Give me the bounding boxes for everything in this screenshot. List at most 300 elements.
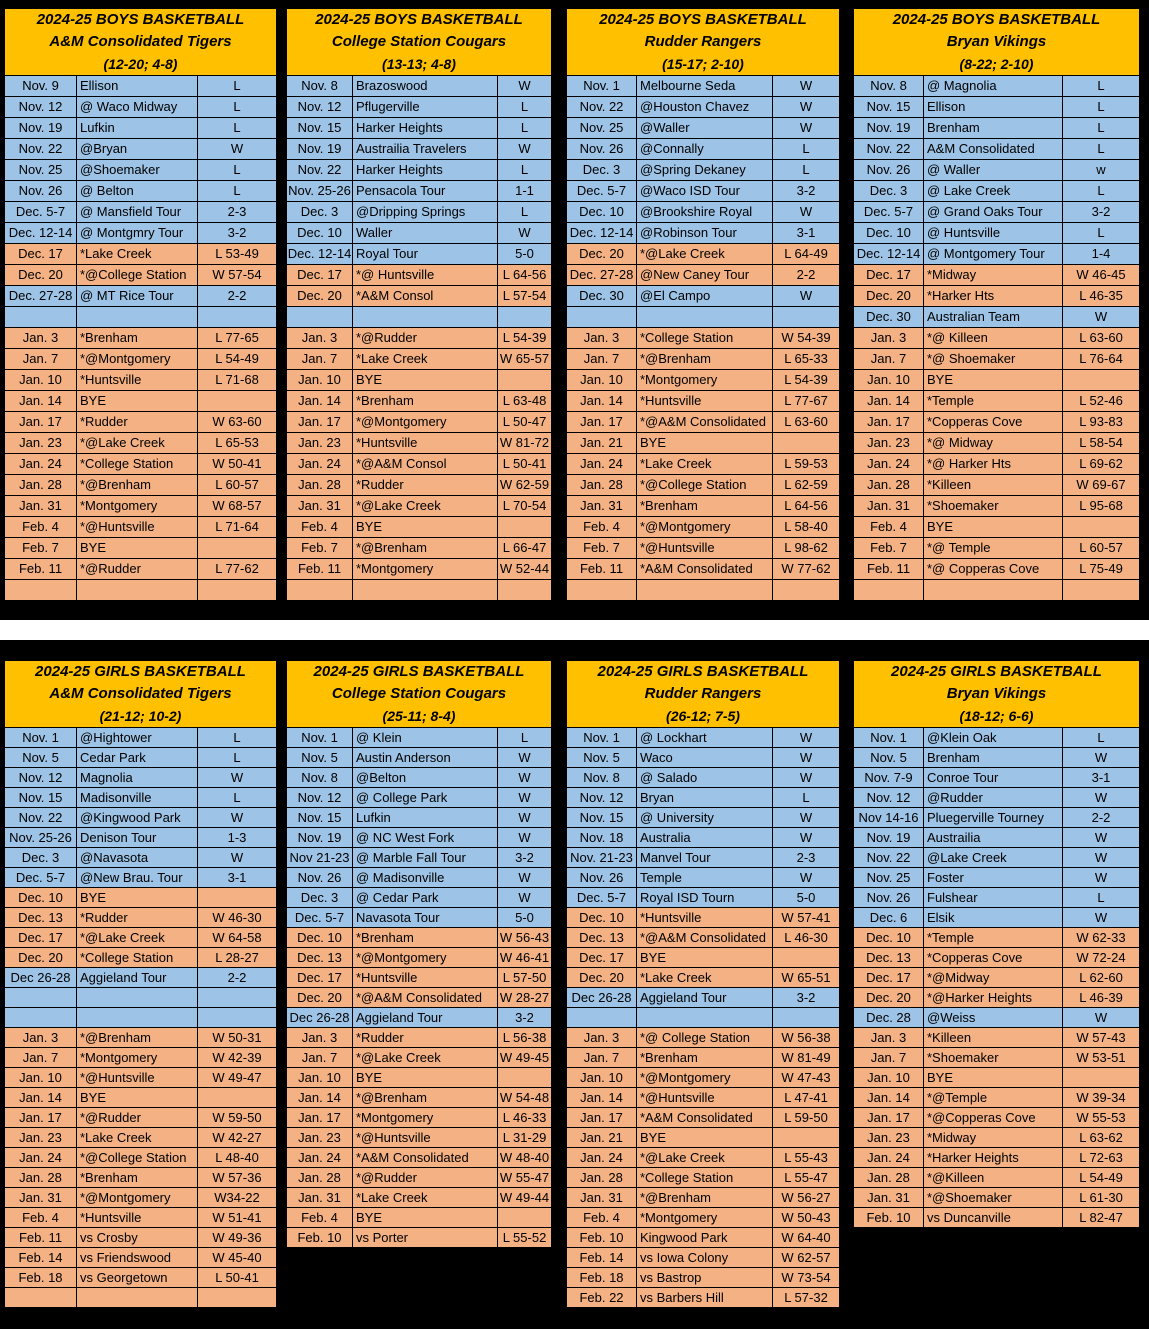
game-result: L 50-41: [215, 1270, 259, 1285]
team-name: A&M Consolidated Tigers: [49, 685, 232, 702]
game-opponent: *Rudder: [353, 475, 498, 495]
game-date: Dec. 12-14: [287, 244, 353, 264]
game-opponent: *@ Killeen: [924, 328, 1063, 348]
game-date: Nov. 25-26: [287, 181, 353, 201]
game-row: [567, 1228, 839, 1248]
game-date: Dec. 10: [854, 223, 924, 243]
game-row: [5, 728, 276, 748]
game-row: [287, 538, 551, 559]
game-row: [854, 97, 1139, 118]
game-row: [854, 1188, 1139, 1208]
game-result: L 77-65: [215, 330, 259, 345]
game-date: Dec. 20: [5, 265, 77, 285]
game-opponent: *A&M Consolidated: [637, 559, 773, 579]
game-result: L 58-54: [1079, 435, 1123, 450]
game-opponent: *@Huntsville: [77, 517, 198, 537]
game-opponent: @Navasota: [77, 848, 198, 867]
game-row: [854, 808, 1139, 828]
game-opponent: vs Porter: [353, 1228, 498, 1247]
game-opponent: *@ Shoemaker: [924, 349, 1063, 369]
game-opponent: @Hightower: [77, 728, 198, 747]
game-date: Jan. 17: [5, 1108, 77, 1127]
game-row: [567, 538, 839, 559]
team-name: Bryan Vikings: [946, 33, 1047, 50]
game-opponent: [353, 580, 498, 600]
game-result: L 72-63: [1079, 1150, 1123, 1165]
game-date: Jan. 24: [5, 1148, 77, 1167]
game-opponent: Pluegerville Tourney: [924, 808, 1063, 827]
game-row: [5, 1148, 276, 1168]
game-row: [567, 412, 839, 433]
game-row: [5, 1228, 276, 1248]
game-row: [287, 433, 551, 454]
game-result: [498, 580, 551, 600]
game-row: [567, 580, 839, 601]
game-date: Jan. 7: [854, 349, 924, 369]
game-row: [5, 1008, 276, 1028]
game-date: Dec. 27-28: [567, 265, 637, 285]
game-opponent: [77, 1008, 198, 1027]
game-opponent: @Robinson Tour: [637, 223, 773, 243]
game-row: [567, 1188, 839, 1208]
game-row: [287, 265, 551, 286]
game-opponent: *Shoemaker: [924, 1048, 1063, 1067]
game-date: Jan. 3: [5, 1028, 77, 1047]
game-result: 3-2: [515, 1010, 534, 1025]
game-row: [5, 988, 276, 1008]
team-record: (13-13; 4-8): [382, 56, 456, 72]
game-date: Jan. 17: [567, 412, 637, 432]
game-date: Nov. 22: [567, 97, 637, 117]
game-row: [5, 160, 276, 181]
game-opponent: BYE: [924, 370, 1063, 390]
game-result: W 46-45: [1076, 267, 1126, 282]
game-date: Jan. 21: [567, 1128, 637, 1147]
game-row: [854, 768, 1139, 788]
game-result: L: [233, 730, 241, 745]
game-opponent: Brenham: [924, 748, 1063, 767]
game-result: W: [1094, 790, 1108, 805]
game-opponent: @ Mansfield Tour: [77, 202, 198, 222]
game-date: Feb. 7: [5, 538, 77, 558]
game-opponent: Brenham: [924, 118, 1063, 138]
team-record: (25-11; 8-4): [382, 708, 456, 724]
game-date: Dec. 20: [567, 968, 637, 987]
game-opponent: *@Rudder: [353, 328, 498, 348]
game-result: 3-2: [1091, 204, 1111, 219]
game-date: Dec. 20: [287, 286, 353, 306]
game-opponent: Denison Tour: [77, 828, 198, 847]
game-opponent: vs Georgetown: [77, 1268, 198, 1287]
game-result: W 47-43: [781, 1070, 831, 1085]
game-result: W: [518, 78, 531, 93]
game-result: W 73-54: [781, 1270, 831, 1285]
girls-schedule-3: [567, 661, 839, 1308]
game-date: Nov. 22: [287, 160, 353, 180]
game-date: Jan. 24: [854, 454, 924, 474]
game-date: Dec. 6: [854, 908, 924, 927]
game-result: W 46-30: [212, 910, 262, 925]
game-row: [567, 97, 839, 118]
game-date: Nov. 22: [5, 139, 77, 159]
game-row: [5, 223, 276, 244]
game-opponent: @ Belton: [77, 181, 198, 201]
game-result: W 42-27: [212, 1130, 262, 1145]
game-opponent: [77, 307, 198, 327]
game-row: [287, 181, 551, 202]
game-result: L 93-83: [1079, 414, 1123, 429]
game-row: [287, 828, 551, 848]
game-opponent: *Shoemaker: [924, 496, 1063, 516]
game-row: [567, 1068, 839, 1088]
game-result: L: [233, 790, 241, 805]
game-date: Nov. 12: [5, 768, 77, 787]
game-date: Nov. 26: [567, 139, 637, 159]
game-row: [567, 286, 839, 307]
game-date: Dec. 20: [567, 244, 637, 264]
game-result: W 50-31: [212, 1030, 262, 1045]
game-result: L 75-49: [1079, 561, 1123, 576]
game-result: [773, 580, 839, 600]
game-opponent: Conroe Tour: [924, 768, 1063, 787]
game-date: Dec. 10: [287, 223, 353, 243]
game-row: [287, 370, 551, 391]
game-opponent: @ University: [637, 808, 773, 827]
game-row: [5, 118, 276, 139]
game-row: [287, 76, 551, 97]
game-result: 5-0: [796, 890, 816, 905]
game-date: Nov. 7-9: [854, 768, 924, 787]
game-opponent: @Bryan: [77, 139, 198, 159]
game-result: L 63-62: [1079, 1130, 1123, 1145]
game-date: Feb. 7: [854, 538, 924, 558]
game-opponent: *@Rudder: [77, 559, 198, 579]
game-row: [854, 307, 1139, 328]
game-opponent: *Rudder: [77, 908, 198, 927]
game-result: W 81-72: [499, 435, 550, 450]
game-row: [5, 97, 276, 118]
schedule-title: 2024-25 GIRLS BASKETBALL: [313, 663, 525, 680]
game-row: [287, 948, 551, 968]
game-opponent: *@Huntsville: [637, 1088, 773, 1107]
game-opponent: *College Station: [637, 328, 773, 348]
game-row: [5, 139, 276, 160]
game-row: [567, 888, 839, 908]
game-result: [198, 1008, 276, 1027]
game-row: [854, 433, 1139, 454]
game-opponent: *Lake Creek: [353, 1188, 498, 1207]
game-result: W 56-43: [499, 930, 550, 945]
game-date: Nov. 26: [287, 868, 353, 887]
game-row: [287, 517, 551, 538]
game-date: Dec. 28: [854, 1008, 924, 1027]
game-date: [5, 307, 77, 327]
game-result: W 62-33: [1076, 930, 1126, 945]
game-date: Dec. 5-7: [567, 181, 637, 201]
game-row: [5, 908, 276, 928]
game-result: L 57-50: [502, 970, 547, 985]
game-result: L 46-30: [784, 930, 828, 945]
game-result: L: [1097, 120, 1105, 135]
game-date: Feb. 11: [854, 559, 924, 579]
team-record: (8-22; 2-10): [959, 56, 1034, 72]
game-result: W: [799, 870, 813, 885]
game-date: Jan. 24: [5, 454, 77, 474]
game-opponent: *@Montgomery: [353, 948, 498, 967]
schedule-title: 2024-25 GIRLS BASKETBALL: [891, 663, 1102, 680]
game-row: [854, 496, 1139, 517]
game-opponent: [637, 580, 773, 600]
game-date: Nov. 5: [287, 748, 353, 767]
schedule-title: 2024-25 BOYS BASKETBALL: [315, 11, 523, 28]
game-opponent: @ Salado: [637, 768, 773, 787]
game-date: Nov. 9: [5, 76, 77, 96]
game-result: L 52-46: [1079, 393, 1123, 408]
game-row: [567, 370, 839, 391]
game-opponent: *@Huntsville: [353, 1128, 498, 1147]
game-row: [567, 848, 839, 868]
game-result: L 55-47: [784, 1170, 828, 1185]
game-date: Dec. 12-14: [567, 223, 637, 243]
game-opponent: A&M Consolidated: [924, 139, 1063, 159]
game-result: L 66-47: [502, 540, 547, 555]
game-row: [287, 202, 551, 223]
game-row: [5, 968, 276, 988]
game-opponent: *Montgomery: [353, 1108, 498, 1127]
game-opponent: @ Cedar Park: [353, 888, 498, 907]
game-date: Jan. 14: [854, 1088, 924, 1107]
game-opponent: *Lake Creek: [637, 968, 773, 987]
game-result: L: [233, 162, 241, 177]
game-opponent: *@Brenham: [77, 1028, 198, 1047]
game-row: [854, 828, 1139, 848]
game-row: [5, 1208, 276, 1228]
game-opponent: Navasota Tour: [353, 908, 498, 927]
game-opponent: Cedar Park: [77, 748, 198, 767]
game-row: [854, 349, 1139, 370]
game-date: Jan. 24: [854, 1148, 924, 1167]
game-row: [854, 139, 1139, 160]
game-date: Jan. 7: [287, 1048, 353, 1067]
game-date: Dec. 10: [567, 202, 637, 222]
game-row: [854, 868, 1139, 888]
game-row: [5, 1188, 276, 1208]
game-row: [567, 1168, 839, 1188]
game-date: Jan. 3: [854, 1028, 924, 1047]
game-opponent: *@Brenham: [353, 538, 498, 558]
game-row: [287, 748, 551, 768]
game-opponent: Austrailia: [924, 828, 1063, 847]
game-result: 2-2: [796, 267, 816, 282]
game-date: Jan. 17: [854, 1108, 924, 1127]
game-result: W 57-36: [212, 1170, 262, 1185]
game-result: L 55-52: [502, 1230, 547, 1245]
game-date: Nov. 15: [5, 788, 77, 807]
game-date: Dec. 12-14: [5, 223, 77, 243]
game-date: Jan. 23: [854, 433, 924, 453]
game-date: Nov. 26: [567, 868, 637, 887]
game-date: [287, 307, 353, 327]
game-result: L 98-62: [784, 540, 828, 555]
game-date: Nov. 1: [854, 728, 924, 747]
game-opponent: *@Lake Creek: [637, 244, 773, 264]
game-result: L 63-60: [1079, 330, 1123, 345]
game-opponent: *@Montgomery: [637, 1068, 773, 1087]
game-date: Dec. 17: [854, 968, 924, 987]
game-result: W 77-62: [781, 561, 831, 576]
game-row: [5, 328, 276, 349]
game-row: [5, 788, 276, 808]
game-opponent: *@Temple: [924, 1088, 1063, 1107]
game-row: [287, 728, 551, 748]
game-date: Jan. 23: [5, 1128, 77, 1147]
game-opponent: [924, 580, 1063, 600]
game-date: Jan. 31: [567, 1188, 637, 1207]
game-result: W 55-53: [1076, 1110, 1126, 1125]
game-result: L 47-41: [784, 1090, 828, 1105]
game-date: Jan. 14: [287, 391, 353, 411]
team-name: A&M Consolidated Tigers: [49, 33, 232, 50]
game-result: L 62-59: [784, 477, 828, 492]
game-opponent: *College Station: [77, 454, 198, 474]
game-result: W 53-51: [1076, 1050, 1126, 1065]
game-date: Jan. 3: [854, 328, 924, 348]
game-opponent: *Temple: [924, 928, 1063, 947]
game-result: W 39-34: [1076, 1090, 1126, 1105]
game-date: Jan. 7: [5, 1048, 77, 1067]
game-result: W: [1094, 870, 1108, 885]
game-opponent: *@ Harker Hts: [924, 454, 1063, 474]
game-date: Jan. 28: [567, 475, 637, 495]
game-opponent: BYE: [353, 517, 498, 537]
girls-schedule-1: [5, 661, 276, 1308]
schedule-header: [287, 9, 551, 76]
game-date: Feb. 10: [287, 1228, 353, 1247]
game-row: [287, 1048, 551, 1068]
game-result: L: [1097, 99, 1105, 114]
game-row: [287, 244, 551, 265]
game-result: W 65-51: [781, 970, 831, 985]
game-result: L 54-49: [1079, 1170, 1123, 1185]
game-date: Jan. 31: [287, 1188, 353, 1207]
game-result: L 69-62: [1079, 456, 1123, 471]
game-row: [854, 454, 1139, 475]
game-result: L 77-67: [784, 393, 828, 408]
game-row: [854, 265, 1139, 286]
game-result: L 63-48: [502, 393, 547, 408]
boys-schedule-4: [854, 9, 1139, 601]
game-opponent: Lufkin: [77, 118, 198, 138]
game-date: Nov. 5: [567, 748, 637, 767]
game-date: Dec. 10: [5, 888, 77, 907]
game-row: [5, 475, 276, 496]
game-result: W 54-48: [499, 1090, 550, 1105]
game-date: Jan. 10: [567, 1068, 637, 1087]
game-opponent: *@Montgomery: [637, 517, 773, 537]
game-row: [567, 265, 839, 286]
game-date: Feb. 11: [567, 559, 637, 579]
game-row: [854, 202, 1139, 223]
game-opponent: [353, 307, 498, 327]
game-date: Jan. 24: [567, 1148, 637, 1167]
game-row: [5, 1288, 276, 1308]
game-opponent: *Lake Creek: [77, 1128, 198, 1147]
game-row: [567, 76, 839, 97]
game-date: Jan. 17: [5, 412, 77, 432]
game-row: [567, 908, 839, 928]
game-result: W: [230, 810, 244, 825]
game-date: Dec 26-28: [5, 968, 77, 987]
game-date: Jan. 31: [5, 1188, 77, 1207]
game-opponent: [637, 307, 773, 327]
game-opponent: *@Copperas Cove: [924, 1108, 1063, 1127]
game-result: L 59-50: [784, 1110, 828, 1125]
game-result: W 50-43: [781, 1210, 831, 1225]
game-date: Dec. 17: [5, 928, 77, 947]
game-opponent: Madisonville: [77, 788, 198, 807]
game-result: [498, 307, 551, 327]
game-row: [567, 202, 839, 223]
game-result: L: [233, 120, 241, 135]
game-date: Dec. 20: [854, 988, 924, 1007]
game-opponent: *Copperas Cove: [924, 948, 1063, 967]
game-result: W 46-41: [499, 950, 550, 965]
game-date: Feb. 14: [567, 1248, 637, 1267]
game-date: Feb. 4: [5, 1208, 77, 1227]
game-opponent: *@Lake Creek: [353, 496, 498, 516]
game-row: [854, 223, 1139, 244]
schedule-header: [567, 9, 839, 76]
game-date: Nov. 15: [287, 118, 353, 138]
game-date: Dec. 17: [287, 265, 353, 285]
game-row: [287, 768, 551, 788]
game-date: Feb. 11: [5, 1228, 77, 1247]
game-opponent: *College Station: [77, 948, 198, 967]
game-result: 3-1: [796, 225, 816, 240]
game-result: 1-3: [227, 830, 247, 845]
game-row: [5, 748, 276, 768]
game-opponent: BYE: [77, 1088, 198, 1107]
game-result: W: [518, 790, 531, 805]
game-result: [773, 307, 839, 327]
game-opponent: Waco: [637, 748, 773, 767]
game-result: L: [802, 141, 810, 156]
game-date: Jan. 17: [287, 412, 353, 432]
game-row: [5, 1068, 276, 1088]
game-date: [567, 580, 637, 600]
game-result: W: [230, 770, 244, 785]
game-opponent: *Montgomery: [637, 370, 773, 390]
game-result: L 71-68: [215, 372, 259, 387]
game-opponent: *@Huntsville: [77, 1068, 198, 1087]
team-name: Rudder Rangers: [644, 685, 762, 702]
game-opponent: *A&M Consol: [353, 286, 498, 306]
game-date: Feb. 11: [287, 559, 353, 579]
game-opponent: Aggieland Tour: [353, 1008, 498, 1027]
game-result: W 49-47: [212, 1070, 262, 1085]
game-row: [854, 968, 1139, 988]
schedule-title: 2024-25 BOYS BASKETBALL: [892, 11, 1101, 28]
game-opponent: Temple: [637, 868, 773, 887]
game-result: L 48-40: [215, 1150, 259, 1165]
game-row: [567, 349, 839, 370]
game-opponent: *@ Midway: [924, 433, 1063, 453]
game-date: Dec. 20: [854, 286, 924, 306]
game-date: [5, 580, 77, 600]
game-row: [287, 868, 551, 888]
game-result: [498, 370, 551, 390]
game-result: [773, 948, 839, 967]
